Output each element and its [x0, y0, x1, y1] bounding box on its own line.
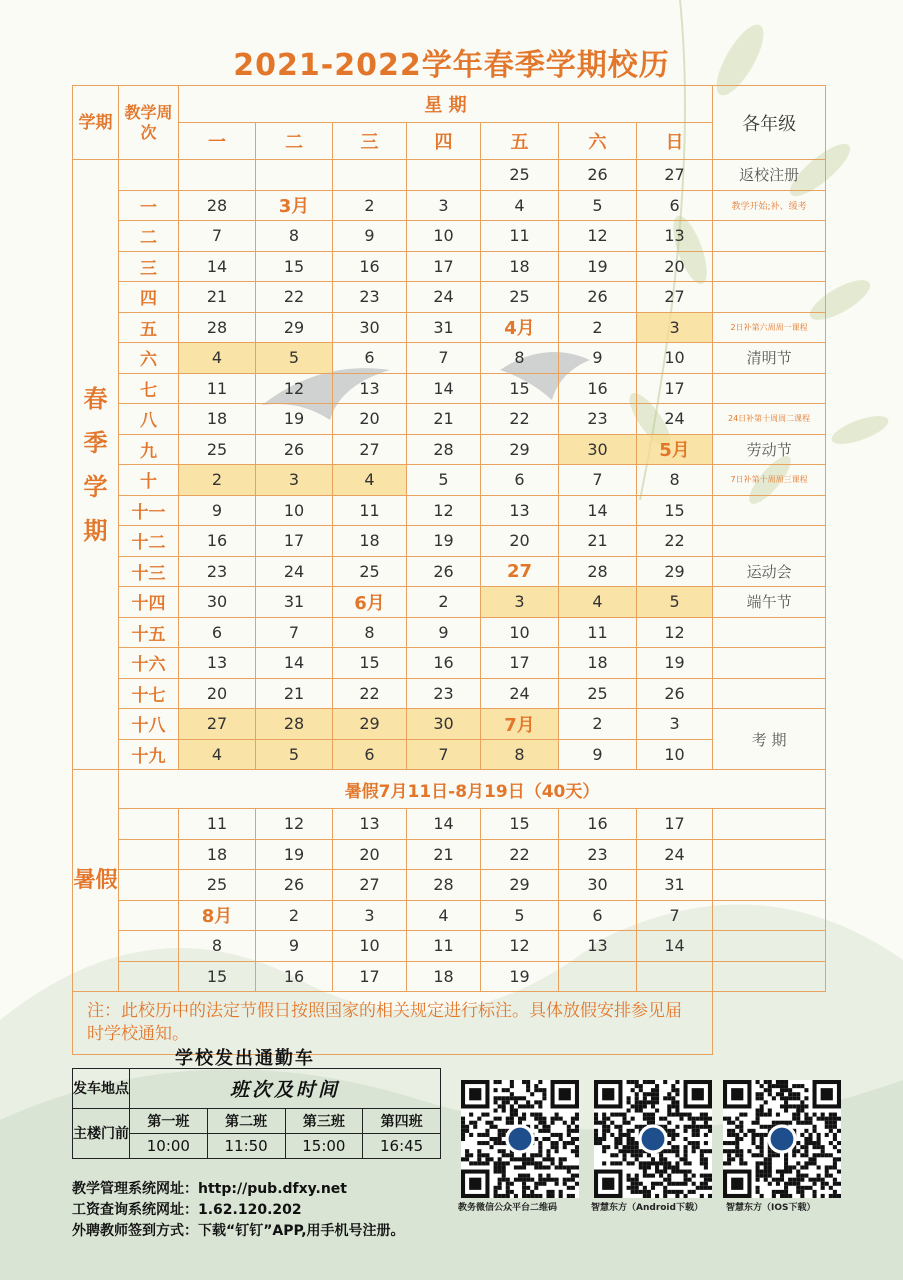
day-cell: 26	[256, 434, 333, 465]
day-cell: 22	[256, 282, 333, 313]
day-cell: 24	[481, 678, 559, 709]
day-cell: 29	[333, 709, 407, 740]
summer-day-cell: 9	[256, 931, 333, 962]
day-cell: 5	[407, 465, 481, 496]
day-cell: 6月	[333, 587, 407, 618]
day-cell: 18	[481, 251, 559, 282]
week-row	[73, 373, 826, 404]
bus-time-3: 15:00	[285, 1134, 363, 1159]
day-cell: 12	[559, 221, 637, 252]
day-cell: 28	[407, 434, 481, 465]
summer-day-cell: 12	[256, 809, 333, 840]
summer-day-cell: 21	[407, 839, 481, 870]
week-note: 24日补第十周周二课程	[713, 404, 826, 435]
week-note: 运动会	[713, 556, 826, 587]
day-cell: 4	[481, 190, 559, 221]
day-cell: 24	[637, 404, 713, 435]
week-note	[713, 495, 826, 526]
week-number: 五	[119, 312, 179, 343]
week-row	[73, 678, 826, 709]
day-cell: 23	[559, 404, 637, 435]
day-cell: 28	[179, 312, 256, 343]
day-cell: 15	[256, 251, 333, 282]
day-cell: 23	[333, 282, 407, 313]
day-cell: 7	[559, 465, 637, 496]
day-cell: 2	[559, 312, 637, 343]
android-qr-code[interactable]	[594, 1080, 712, 1198]
day-cell: 26	[407, 556, 481, 587]
salary-system-url: 工资查询系统网址：1.62.120.202	[72, 1202, 302, 1218]
day-cell: 15	[481, 373, 559, 404]
bus-shift-4: 第四班	[363, 1109, 441, 1134]
week-number: 一	[119, 190, 179, 221]
bus-time-2: 11:50	[207, 1134, 285, 1159]
day-cell: 7月	[481, 709, 559, 740]
week-row	[73, 312, 826, 343]
day-cell: 5	[637, 587, 713, 618]
week-note: 清明节	[713, 343, 826, 374]
day-cell: 30	[333, 312, 407, 343]
day-cell: 7	[407, 343, 481, 374]
summer-note	[713, 961, 826, 992]
day-cell: 27	[179, 709, 256, 740]
week-note	[713, 678, 826, 709]
day-cell: 16	[179, 526, 256, 557]
day-cell: 23	[407, 678, 481, 709]
day-cell	[407, 160, 481, 191]
summer-day-cell: 17	[333, 961, 407, 992]
summer-day-cell: 23	[559, 839, 637, 870]
week-row	[73, 160, 826, 191]
week-row	[73, 282, 826, 313]
day-cell: 30	[559, 434, 637, 465]
week-note: 2日补第六周周一课程	[713, 312, 826, 343]
summer-day-cell: 10	[333, 931, 407, 962]
summer-day-cell: 12	[481, 931, 559, 962]
day-cell: 28	[559, 556, 637, 587]
day-cell: 25	[481, 282, 559, 313]
ios-qr-code[interactable]	[723, 1080, 841, 1198]
week-number: 十	[119, 465, 179, 496]
signin-instructions: 外聘教师签到方式：下载“钉钉”APP,用手机号注册。	[72, 1223, 405, 1239]
bus-time-1: 10:00	[130, 1134, 208, 1159]
day-cell: 28	[179, 190, 256, 221]
day-cell: 2	[407, 587, 481, 618]
day-cell: 13	[481, 495, 559, 526]
week-note: 劳动节	[713, 434, 826, 465]
weekday-header: 六	[559, 123, 637, 160]
ios-qr-caption: 智慧东方（IOS下载）	[726, 1203, 816, 1213]
day-cell: 20	[333, 404, 407, 435]
week-note: 端午节	[713, 587, 826, 618]
week-header: 教学周次	[119, 86, 179, 160]
term-header: 学期	[73, 86, 119, 160]
day-cell: 11	[333, 495, 407, 526]
week-number: 四	[119, 282, 179, 313]
day-cell: 22	[333, 678, 407, 709]
day-cell: 17	[256, 526, 333, 557]
week-row	[73, 465, 826, 496]
summer-note	[713, 809, 826, 840]
summer-day-cell: 20	[333, 839, 407, 870]
page-title: 2021-2022学年春季学期校历	[233, 48, 670, 83]
week-row	[73, 526, 826, 557]
day-cell: 21	[256, 678, 333, 709]
day-cell: 14	[559, 495, 637, 526]
summer-day-cell: 25	[179, 870, 256, 901]
day-cell: 2	[333, 190, 407, 221]
day-cell: 31	[256, 587, 333, 618]
summer-day-cell: 24	[637, 839, 713, 870]
bus-shift-1: 第一班	[130, 1109, 208, 1134]
week-row	[73, 495, 826, 526]
summer-week-number	[119, 931, 179, 962]
week-note: 7日补第十周周三课程	[713, 465, 826, 496]
summer-day-cell: 13	[559, 931, 637, 962]
summer-day-cell: 28	[407, 870, 481, 901]
day-cell: 20	[179, 678, 256, 709]
day-cell: 10	[407, 221, 481, 252]
day-cell: 14	[407, 373, 481, 404]
day-cell: 21	[179, 282, 256, 313]
weekday-header: 五	[481, 123, 559, 160]
summer-day-cell: 22	[481, 839, 559, 870]
day-cell: 3月	[256, 190, 333, 221]
day-cell: 25	[333, 556, 407, 587]
day-cell: 8	[333, 617, 407, 648]
week-row	[73, 709, 826, 740]
week-row	[73, 190, 826, 221]
summer-note	[713, 839, 826, 870]
summer-week-number	[119, 809, 179, 840]
day-cell: 15	[333, 648, 407, 679]
day-cell: 19	[637, 648, 713, 679]
week-number: 十二	[119, 526, 179, 557]
day-cell: 31	[407, 312, 481, 343]
day-cell: 26	[637, 678, 713, 709]
summer-day-cell: 4	[407, 900, 481, 931]
summer-banner: 暑假7月11日-8月19日（40天）	[119, 770, 826, 809]
summer-week-row	[73, 809, 826, 840]
summer-day-cell: 3	[333, 900, 407, 931]
day-cell: 11	[179, 373, 256, 404]
week-number: 二	[119, 221, 179, 252]
week-note	[713, 648, 826, 679]
bus-shift-2: 第二班	[207, 1109, 285, 1134]
day-cell: 20	[481, 526, 559, 557]
week-row	[73, 617, 826, 648]
week-number: 十四	[119, 587, 179, 618]
day-cell: 8	[256, 221, 333, 252]
summer-day-cell: 27	[333, 870, 407, 901]
day-cell: 5	[256, 343, 333, 374]
week-number: 九	[119, 434, 179, 465]
day-cell: 25	[559, 678, 637, 709]
day-cell: 9	[333, 221, 407, 252]
day-cell: 12	[407, 495, 481, 526]
day-cell: 6	[333, 343, 407, 374]
summer-day-cell: 29	[481, 870, 559, 901]
day-cell: 4	[333, 465, 407, 496]
summer-week-number	[119, 839, 179, 870]
week-row	[73, 556, 826, 587]
summer-day-cell: 7	[637, 900, 713, 931]
week-row	[73, 221, 826, 252]
bus-title: 学校发出通勤车	[175, 1048, 315, 1069]
week-number: 七	[119, 373, 179, 404]
day-cell: 13	[333, 373, 407, 404]
summer-day-cell: 16	[559, 809, 637, 840]
day-cell: 16	[559, 373, 637, 404]
footnote: 注：此校历中的法定节假日按照国家的相关规定进行标注。具体放假安排参见届时学校通知。	[73, 992, 713, 1055]
day-cell: 27	[637, 160, 713, 191]
summer-day-cell: 18	[179, 839, 256, 870]
android-qr-caption: 智慧东方（Android下载）	[591, 1203, 703, 1213]
summer-week-row	[73, 839, 826, 870]
week-note: 教学开始;补、缓考	[713, 190, 826, 221]
day-cell: 9	[559, 739, 637, 770]
bus-shift-header: 班次及时间	[130, 1069, 441, 1109]
day-cell: 29	[256, 312, 333, 343]
day-cell	[179, 160, 256, 191]
summer-day-cell	[637, 961, 713, 992]
day-cell: 19	[256, 404, 333, 435]
grades-header: 各年级	[713, 86, 826, 160]
summer-note	[713, 931, 826, 962]
day-cell: 3	[407, 190, 481, 221]
day-cell: 22	[481, 404, 559, 435]
day-cell	[256, 160, 333, 191]
bus-location: 主楼门前	[73, 1109, 130, 1159]
summer-day-cell: 14	[637, 931, 713, 962]
day-cell: 24	[407, 282, 481, 313]
bus-schedule-table	[72, 1068, 441, 1159]
day-cell	[333, 160, 407, 191]
bus-time-4: 16:45	[363, 1134, 441, 1159]
week-number: 八	[119, 404, 179, 435]
week-number	[119, 160, 179, 191]
day-cell: 4	[179, 343, 256, 374]
day-cell: 10	[481, 617, 559, 648]
day-cell: 4	[559, 587, 637, 618]
summer-day-cell: 8	[179, 931, 256, 962]
day-cell: 6	[333, 739, 407, 770]
week-row	[73, 404, 826, 435]
day-cell: 15	[637, 495, 713, 526]
day-cell: 5月	[637, 434, 713, 465]
weekday-header: 日	[637, 123, 713, 160]
summer-day-cell: 2	[256, 900, 333, 931]
week-row	[73, 434, 826, 465]
day-cell: 10	[637, 343, 713, 374]
day-cell: 18	[559, 648, 637, 679]
summer-day-cell: 13	[333, 809, 407, 840]
day-cell: 7	[256, 617, 333, 648]
day-cell: 3	[481, 587, 559, 618]
day-cell: 17	[481, 648, 559, 679]
wechat-qr-caption: 教务微信公众平台二维码	[458, 1203, 558, 1213]
week-note	[713, 526, 826, 557]
day-cell: 25	[481, 160, 559, 191]
day-cell: 19	[559, 251, 637, 282]
week-number: 十五	[119, 617, 179, 648]
summer-day-cell: 26	[256, 870, 333, 901]
week-note	[713, 221, 826, 252]
day-cell: 4	[179, 739, 256, 770]
bus-location-header: 发车地点	[73, 1069, 130, 1109]
weekday-header: 二	[256, 123, 333, 160]
day-cell: 4月	[481, 312, 559, 343]
week-row	[73, 648, 826, 679]
calendar-table	[72, 85, 826, 1055]
summer-day-cell	[559, 961, 637, 992]
week-number: 十七	[119, 678, 179, 709]
summer-week-number	[119, 900, 179, 931]
day-cell: 26	[559, 160, 637, 191]
wechat-qr-code[interactable]	[461, 1080, 579, 1198]
summer-day-cell: 11	[179, 809, 256, 840]
week-number: 十六	[119, 648, 179, 679]
day-cell: 22	[637, 526, 713, 557]
summer-week-number	[119, 961, 179, 992]
week-note: 考 期	[713, 709, 826, 770]
day-cell: 12	[637, 617, 713, 648]
day-cell: 9	[559, 343, 637, 374]
day-cell: 3	[256, 465, 333, 496]
day-cell: 3	[637, 312, 713, 343]
summer-day-cell: 15	[179, 961, 256, 992]
day-cell: 5	[559, 190, 637, 221]
day-cell: 21	[407, 404, 481, 435]
summer-week-row	[73, 900, 826, 931]
day-cell: 23	[179, 556, 256, 587]
summer-day-cell: 11	[407, 931, 481, 962]
weekday-header: 三	[333, 123, 407, 160]
week-number: 十三	[119, 556, 179, 587]
day-cell: 26	[559, 282, 637, 313]
weekday-header: 四	[407, 123, 481, 160]
day-cell: 9	[179, 495, 256, 526]
day-cell: 7	[407, 739, 481, 770]
teaching-system-url: 教学管理系统网址：http://pub.dfxy.net	[72, 1181, 347, 1197]
day-cell: 13	[179, 648, 256, 679]
summer-day-cell: 5	[481, 900, 559, 931]
day-cell: 25	[179, 434, 256, 465]
week-note	[713, 282, 826, 313]
summer-term-label: 暑假	[73, 770, 119, 992]
summer-note	[713, 870, 826, 901]
summer-week-row	[73, 870, 826, 901]
day-cell: 30	[179, 587, 256, 618]
week-row	[73, 343, 826, 374]
week-number: 三	[119, 251, 179, 282]
day-cell: 6	[637, 190, 713, 221]
day-cell: 7	[179, 221, 256, 252]
bus-shift-3: 第三班	[285, 1109, 363, 1134]
day-cell: 8	[637, 465, 713, 496]
summer-week-number	[119, 870, 179, 901]
day-cell: 8	[481, 739, 559, 770]
summer-day-cell: 15	[481, 809, 559, 840]
week-number: 十九	[119, 739, 179, 770]
spring-term-label: 春季学期	[73, 160, 119, 770]
day-cell: 19	[407, 526, 481, 557]
day-cell: 24	[256, 556, 333, 587]
day-cell: 13	[637, 221, 713, 252]
week-number: 十八	[119, 709, 179, 740]
summer-week-row	[73, 931, 826, 962]
day-cell: 6	[481, 465, 559, 496]
summer-day-cell: 30	[559, 870, 637, 901]
day-cell: 27	[333, 434, 407, 465]
day-cell: 17	[407, 251, 481, 282]
day-cell: 29	[637, 556, 713, 587]
summer-day-cell: 31	[637, 870, 713, 901]
summer-day-cell: 14	[407, 809, 481, 840]
day-cell: 11	[481, 221, 559, 252]
day-cell: 27	[637, 282, 713, 313]
day-cell: 14	[179, 251, 256, 282]
day-cell: 14	[256, 648, 333, 679]
summer-day-cell: 18	[407, 961, 481, 992]
day-cell: 27	[481, 556, 559, 587]
weekday-header: 一	[179, 123, 256, 160]
day-cell: 11	[559, 617, 637, 648]
week-note	[713, 373, 826, 404]
day-cell: 12	[256, 373, 333, 404]
week-row	[73, 587, 826, 618]
day-cell: 29	[481, 434, 559, 465]
day-cell: 2	[179, 465, 256, 496]
day-cell: 10	[637, 739, 713, 770]
day-cell: 2	[559, 709, 637, 740]
day-cell: 9	[407, 617, 481, 648]
weekday-group-header: 星 期	[179, 86, 713, 123]
week-note: 返校注册	[713, 160, 826, 191]
day-cell: 17	[637, 373, 713, 404]
week-row	[73, 251, 826, 282]
day-cell: 6	[179, 617, 256, 648]
day-cell: 8	[481, 343, 559, 374]
summer-day-cell: 19	[481, 961, 559, 992]
day-cell: 10	[256, 495, 333, 526]
summer-day-cell: 16	[256, 961, 333, 992]
day-cell: 3	[637, 709, 713, 740]
day-cell: 28	[256, 709, 333, 740]
day-cell: 21	[559, 526, 637, 557]
week-number: 十一	[119, 495, 179, 526]
summer-note	[713, 900, 826, 931]
week-note	[713, 617, 826, 648]
day-cell: 20	[637, 251, 713, 282]
summer-day-cell: 6	[559, 900, 637, 931]
summer-week-row	[73, 961, 826, 992]
summer-day-cell: 17	[637, 809, 713, 840]
day-cell: 5	[256, 739, 333, 770]
day-cell: 16	[333, 251, 407, 282]
day-cell: 18	[333, 526, 407, 557]
day-cell: 18	[179, 404, 256, 435]
week-note	[713, 251, 826, 282]
week-number: 六	[119, 343, 179, 374]
summer-day-cell: 8月	[179, 900, 256, 931]
day-cell: 30	[407, 709, 481, 740]
day-cell: 16	[407, 648, 481, 679]
summer-day-cell: 19	[256, 839, 333, 870]
